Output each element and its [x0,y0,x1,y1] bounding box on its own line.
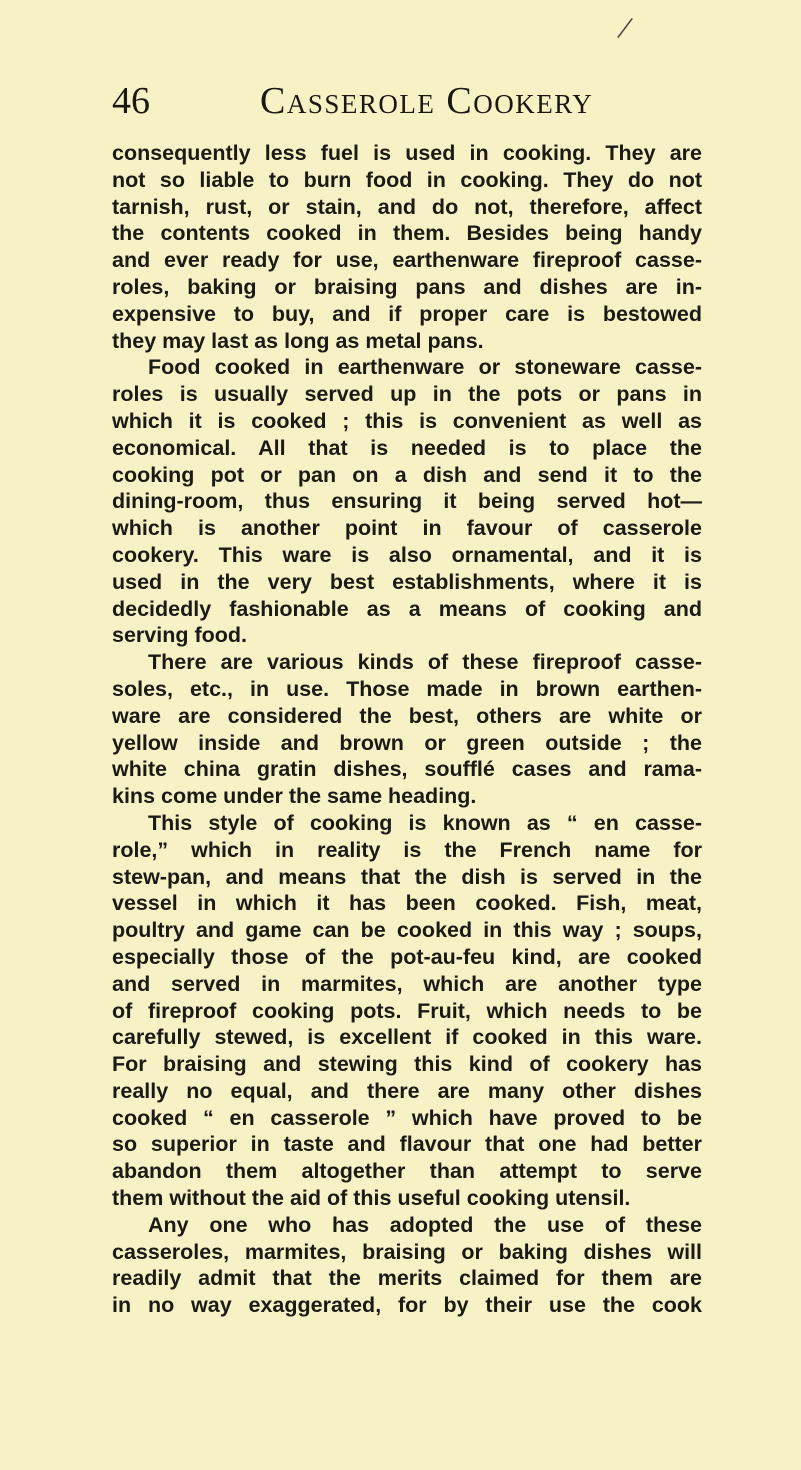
text-line: expensive to buy, and if proper care is bestowed [112,301,702,326]
paragraph [112,354,702,649]
text-line: cooking pot or pan on a dish and send it to the [112,462,702,487]
text-line: dining-room, thus ensuring it being served hot— [112,489,702,514]
text-line: used in the very best establishments, where it is [112,569,702,594]
text-line: of fireproof cooking pots. Fruit, which needs to be [112,998,702,1023]
text-line: decidedly fashionable as a means of cooking and [112,596,702,621]
text-line: casseroles, marmites, braising or baking dishes will [112,1239,702,1264]
text-line: carefully stewed, is excellent if cooked in this ware. [112,1025,702,1050]
text-line: economical. All that is needed is to place the [112,435,702,460]
text-line: serving food. [112,623,247,648]
text-line: tarnish, rust, or stain, and do not, therefore, affect [112,194,702,219]
page-header [112,78,712,138]
text-line: This style of cooking is known as “ en casse- [148,810,702,835]
text-line: especially those of the pot-au-feu kind, are cooked [112,944,702,969]
text-line: and ever ready for use, earthenware fireproof casse- [112,248,702,273]
text-line: readily admit that the merits claimed for them are [112,1266,702,1291]
text-line: really no equal, and there are many other dishes [112,1078,702,1103]
text-line: Food cooked in earthenware or stoneware casse- [148,355,702,380]
text-line: white china gratin dishes, soufflé cases and rama- [112,757,702,782]
text-line: stew-pan, and means that the dish is served in the [112,864,702,889]
text-line: There are various kinds of these fireproof casse- [148,650,702,675]
text-line: roles, baking or braising pans and dishes are in- [112,274,702,299]
text-line: which it is cooked ; this is convenient as well as [112,408,702,433]
text-line: For braising and stewing this kind of cookery has [112,1052,702,1077]
text-line: so superior in taste and flavour that one had better [112,1132,702,1157]
text-line: the contents cooked in them. Besides being handy [112,221,702,246]
running-title: Casserole Cookery [260,80,594,122]
text-line: soles, etc., in use. Those made in brown earthen- [112,676,702,701]
paragraph [112,810,702,1212]
text-line: roles is usually served up in the pots or pans in [112,382,702,407]
text-line: they may last as long as metal pans. [112,328,484,353]
stray-pencil-mark: / [614,9,636,48]
text-line: kins come under the same heading. [112,784,477,809]
paragraph [112,140,702,354]
paragraph [112,649,702,810]
paragraph [112,1212,702,1319]
text-line: poultry and game can be cooked in this way ; soups, [112,918,702,943]
text-line: Any one who has adopted the use of these [148,1212,702,1237]
text-line: in no way exaggerated, for by their use the cook [112,1293,702,1318]
text-line: role,” which in reality is the French name for [112,837,702,862]
text-line: vessel in which it has been cooked. Fish, meat, [112,891,702,916]
text-line: them without the aid of this useful cooking utensil. [112,1186,631,1211]
text-line: and served in marmites, which are another type [112,971,702,996]
text-line: cookery. This ware is also ornamental, and it is [112,542,702,567]
text-line: not so liable to burn food in cooking. They do not [112,167,702,192]
text-line: consequently less fuel is used in cooking. They are [112,141,702,165]
page-number: 46 [112,80,150,122]
text-line: cooked “ en casserole ” which have proved to be [112,1105,702,1130]
text-line: which is another point in favour of casserole [112,516,702,541]
text-line: abandon them altogether than attempt to serve [112,1159,702,1184]
text-line: yellow inside and brown or green outside ; the [112,730,702,755]
body-text [112,140,702,1319]
text-line: ware are considered the best, others are white or [112,703,702,728]
